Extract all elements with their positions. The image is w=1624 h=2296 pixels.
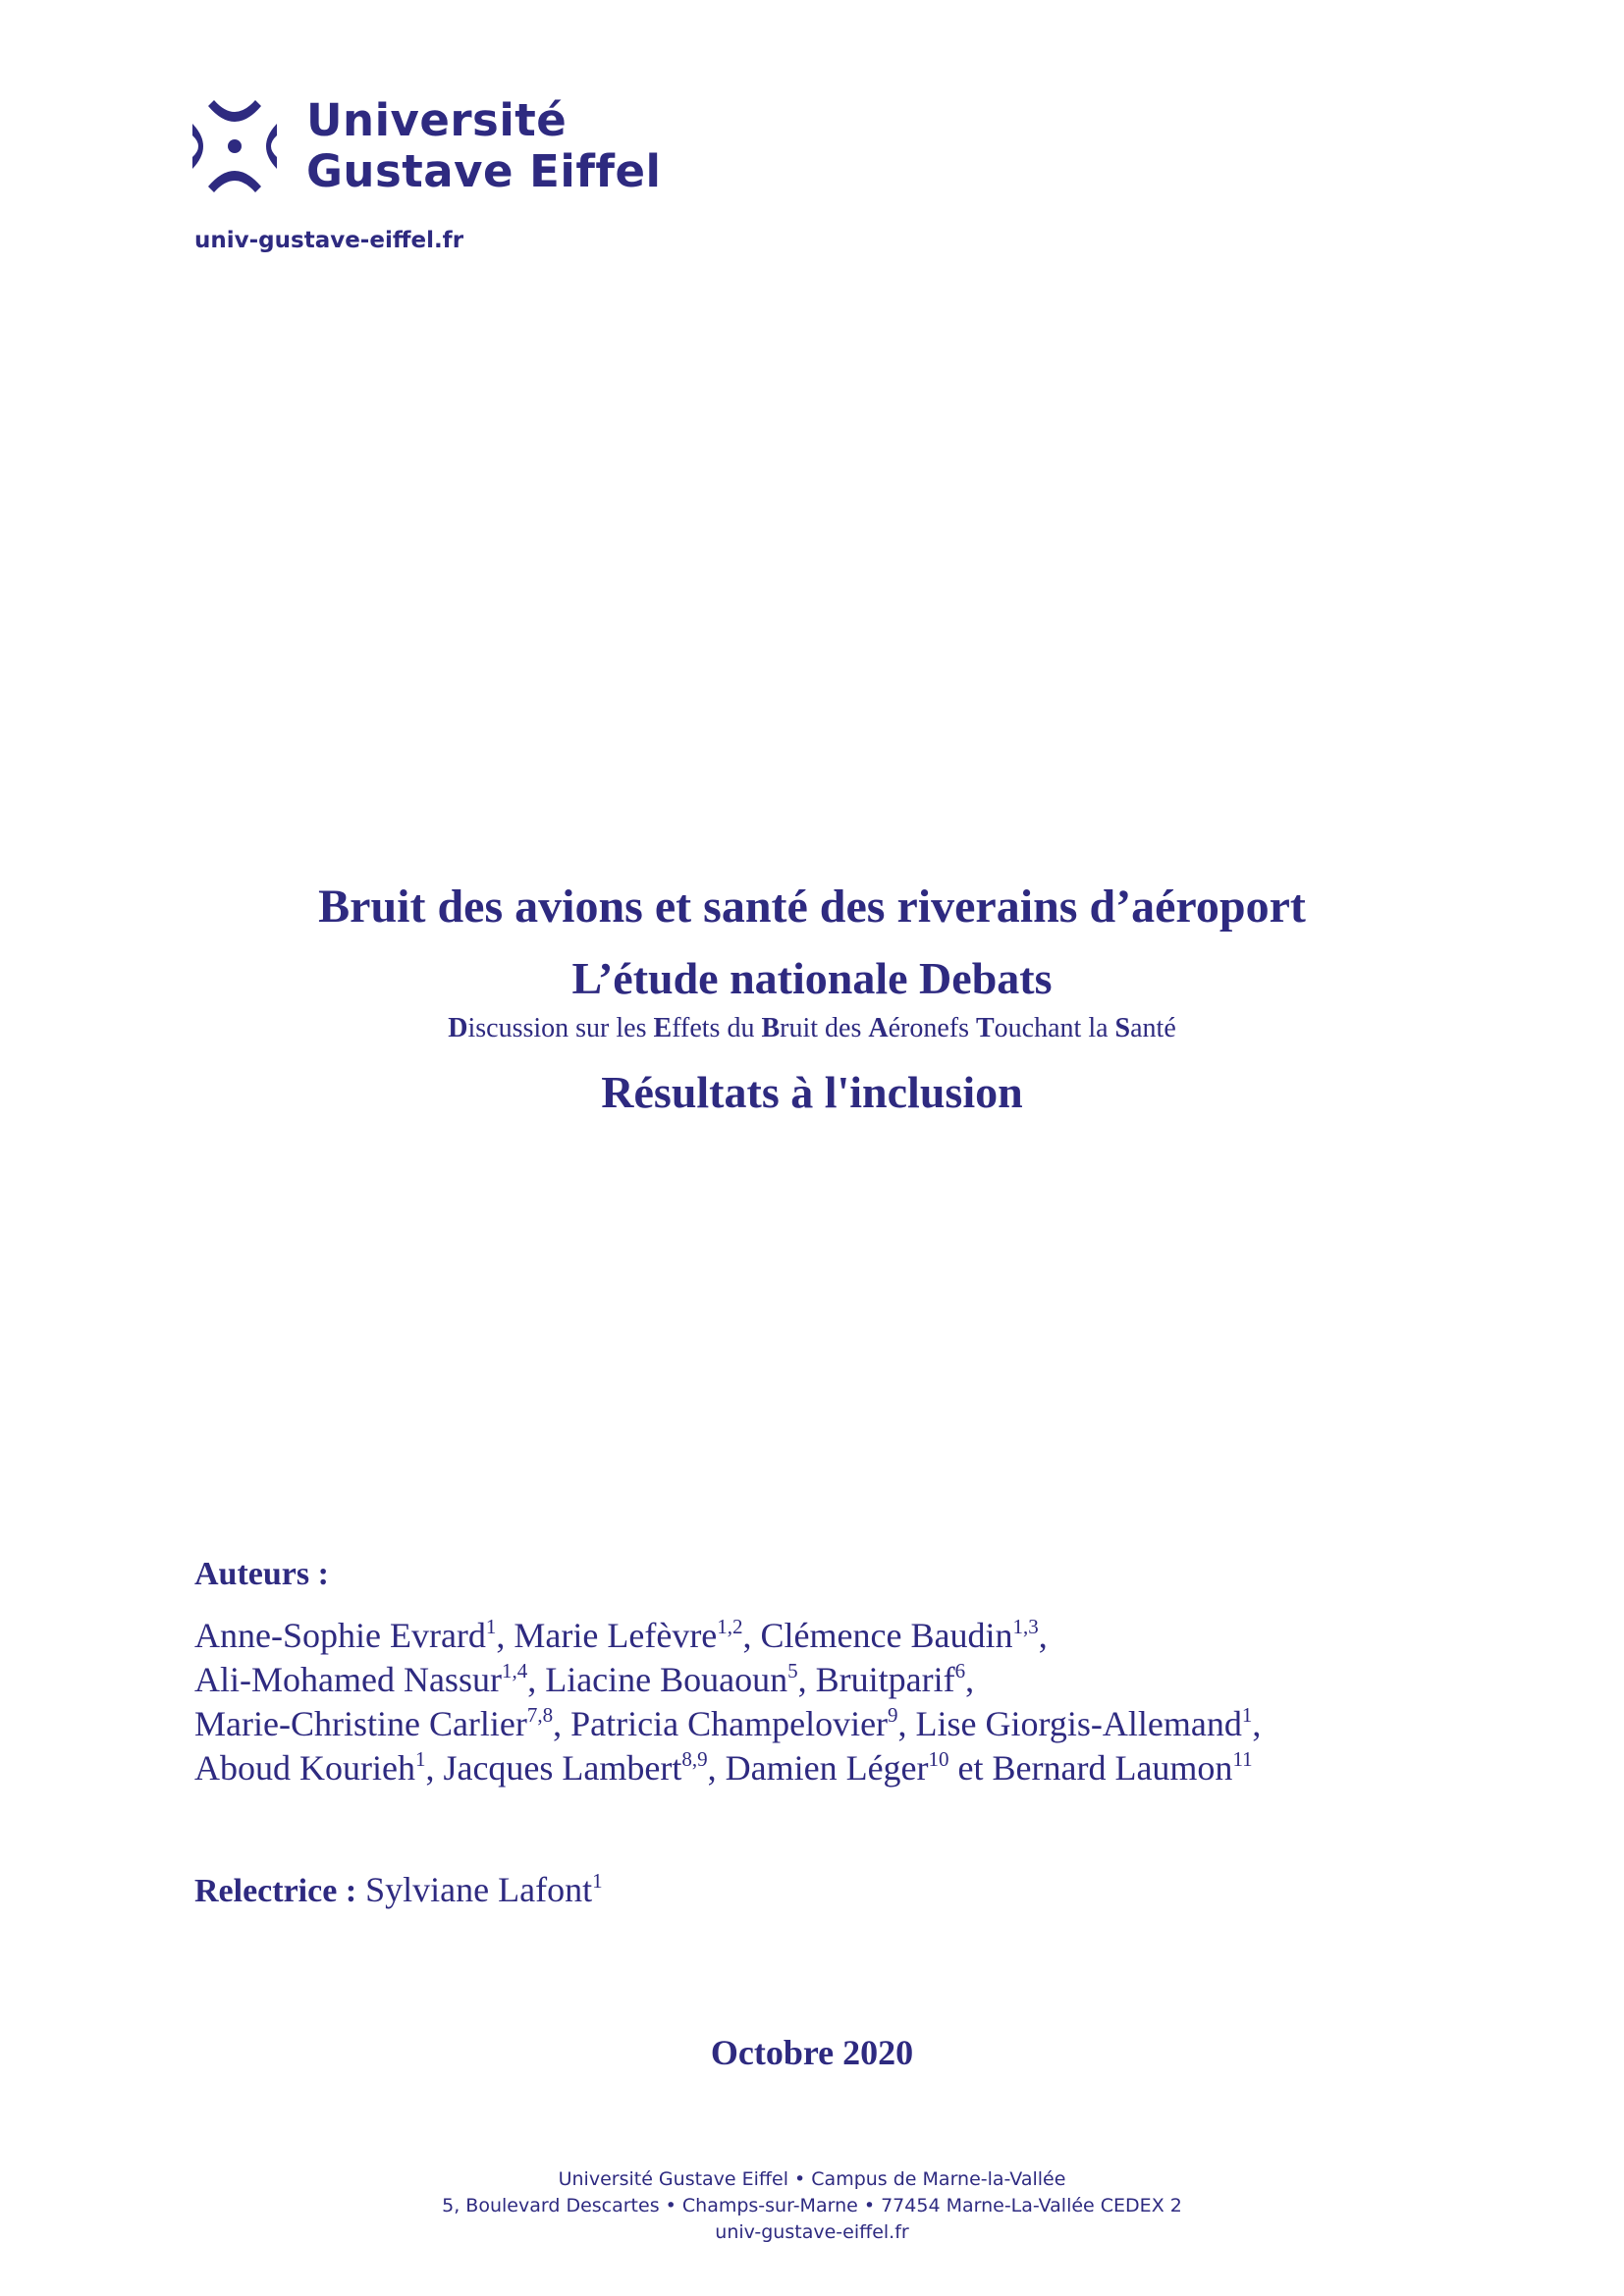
reviewer-line <box>194 1869 603 1910</box>
acronym-word <box>976 1013 1081 1043</box>
author-line <box>194 1614 1261 1658</box>
author-name: Anne-Sophie Evrard <box>194 1616 486 1655</box>
acronym-initial: D <box>448 1013 468 1043</box>
author-line <box>194 1702 1261 1746</box>
author-name: Marie-Christine Carlier <box>194 1704 527 1743</box>
acronym-word <box>868 1013 969 1043</box>
acronym-initial: E <box>653 1013 673 1043</box>
acronym-rest: iscussion <box>467 1013 569 1043</box>
author-affiliation: 8,9 <box>681 1747 708 1771</box>
acronym-word <box>448 1013 568 1043</box>
acronym-rest: ffets <box>672 1013 721 1043</box>
acronym-rest: ouchant <box>994 1013 1082 1043</box>
acronym-rest: ruit <box>780 1013 819 1043</box>
footer <box>0 2166 1624 2246</box>
acronym-word <box>616 1013 646 1043</box>
header-url: univ-gustave-eiffel.fr <box>194 228 464 253</box>
author-separator: , <box>425 1748 444 1788</box>
acronym-word <box>1088 1013 1108 1043</box>
author-affiliation: 1,4 <box>501 1659 528 1682</box>
author-name: Patricia Champelovier <box>570 1704 889 1743</box>
author-name: Clémence Baudin <box>760 1616 1013 1655</box>
author-affiliation: 1 <box>414 1747 426 1771</box>
university-logo <box>192 94 661 198</box>
acronym-word <box>575 1013 609 1043</box>
university-logo-icon <box>192 94 277 198</box>
author-affiliation: 11 <box>1232 1747 1253 1771</box>
author-separator: et <box>948 1748 993 1788</box>
reviewer-affiliation: 1 <box>592 1869 603 1893</box>
footer-line-2: 5, Boulevard Descartes • Champs-sur-Marne • 77454 Marne-La-Vallée CEDEX 2 <box>442 2195 1182 2216</box>
acronym-word <box>825 1013 861 1043</box>
author-name: Jacques Lambert <box>443 1748 682 1788</box>
author-name: Liacine Bouaoun <box>545 1660 788 1699</box>
author-separator: , <box>496 1616 514 1655</box>
acronym-rest: anté <box>1130 1013 1176 1043</box>
author-name: Bruitparif <box>815 1660 955 1699</box>
author-separator: , <box>527 1660 546 1699</box>
reviewer-name: Sylviane Lafont <box>365 1870 593 1909</box>
acronym-rest: la <box>1088 1013 1109 1043</box>
logo-line-2: Gustave Eiffel <box>306 145 662 197</box>
title-line-1: Bruit des avions et santé des riverains d’aéroport <box>318 881 1306 933</box>
author-name: Bernard Laumon <box>992 1748 1233 1788</box>
reviewer-label: Relectrice : <box>194 1873 357 1909</box>
author-affiliation: 6 <box>954 1659 966 1682</box>
acronym-initial: T <box>975 1013 995 1043</box>
acronym-word <box>654 1013 721 1043</box>
author-line <box>194 1746 1261 1790</box>
author-line <box>194 1658 1261 1702</box>
acronym-initial: A <box>868 1013 889 1043</box>
acronym-expansion <box>0 1013 1624 1044</box>
author-affiliation: 1,2 <box>717 1615 743 1638</box>
acronym-initial: S <box>1114 1013 1131 1043</box>
author-separator: , <box>742 1616 761 1655</box>
author-separator: , <box>553 1704 571 1743</box>
author-affiliation: 10 <box>928 1747 949 1771</box>
logo-line-1: Université <box>306 94 568 146</box>
author-separator: , <box>965 1660 975 1699</box>
author-affiliation: 1 <box>1241 1703 1253 1727</box>
author-separator: , <box>897 1704 916 1743</box>
author-affiliation: 1,3 <box>1012 1615 1039 1638</box>
acronym-word <box>727 1013 754 1043</box>
authors-list <box>194 1614 1261 1790</box>
author-name: Aboud Kourieh <box>194 1748 415 1788</box>
author-affiliation: 9 <box>888 1703 898 1727</box>
author-separator: , <box>1252 1704 1262 1743</box>
author-name: Ali-Mohamed Nassur <box>194 1660 502 1699</box>
authors-heading: Auteurs : <box>194 1556 329 1592</box>
author-name: Damien Léger <box>725 1748 929 1788</box>
acronym-rest: du <box>727 1013 755 1043</box>
author-separator: , <box>707 1748 726 1788</box>
publication-date: Octobre 2020 <box>710 2033 914 2072</box>
author-separator: , <box>797 1660 816 1699</box>
acronym-word <box>1115 1013 1176 1043</box>
footer-line-3: univ-gustave-eiffel.fr <box>715 2221 909 2243</box>
acronym-word <box>761 1013 818 1043</box>
acronym-rest: des <box>825 1013 862 1043</box>
acronym-rest: les <box>616 1013 647 1043</box>
footer-line-1: Université Gustave Eiffel • Campus de Marne-la-Vallée <box>558 2168 1066 2190</box>
author-affiliation: 7,8 <box>526 1703 554 1727</box>
title-line-4: Résultats à l'inclusion <box>601 1067 1023 1117</box>
title-line-2: L’étude nationale Debats <box>571 953 1053 1003</box>
author-separator: , <box>1038 1616 1048 1655</box>
acronym-initial: B <box>761 1013 781 1043</box>
author-name: Marie Lefèvre <box>514 1616 718 1655</box>
author-name: Lise Giorgis-Allemand <box>915 1704 1242 1743</box>
author-affiliation: 1 <box>485 1615 497 1638</box>
acronym-rest: sur <box>575 1013 610 1043</box>
author-affiliation: 5 <box>787 1659 798 1682</box>
acronym-rest: éronefs <box>888 1013 969 1043</box>
